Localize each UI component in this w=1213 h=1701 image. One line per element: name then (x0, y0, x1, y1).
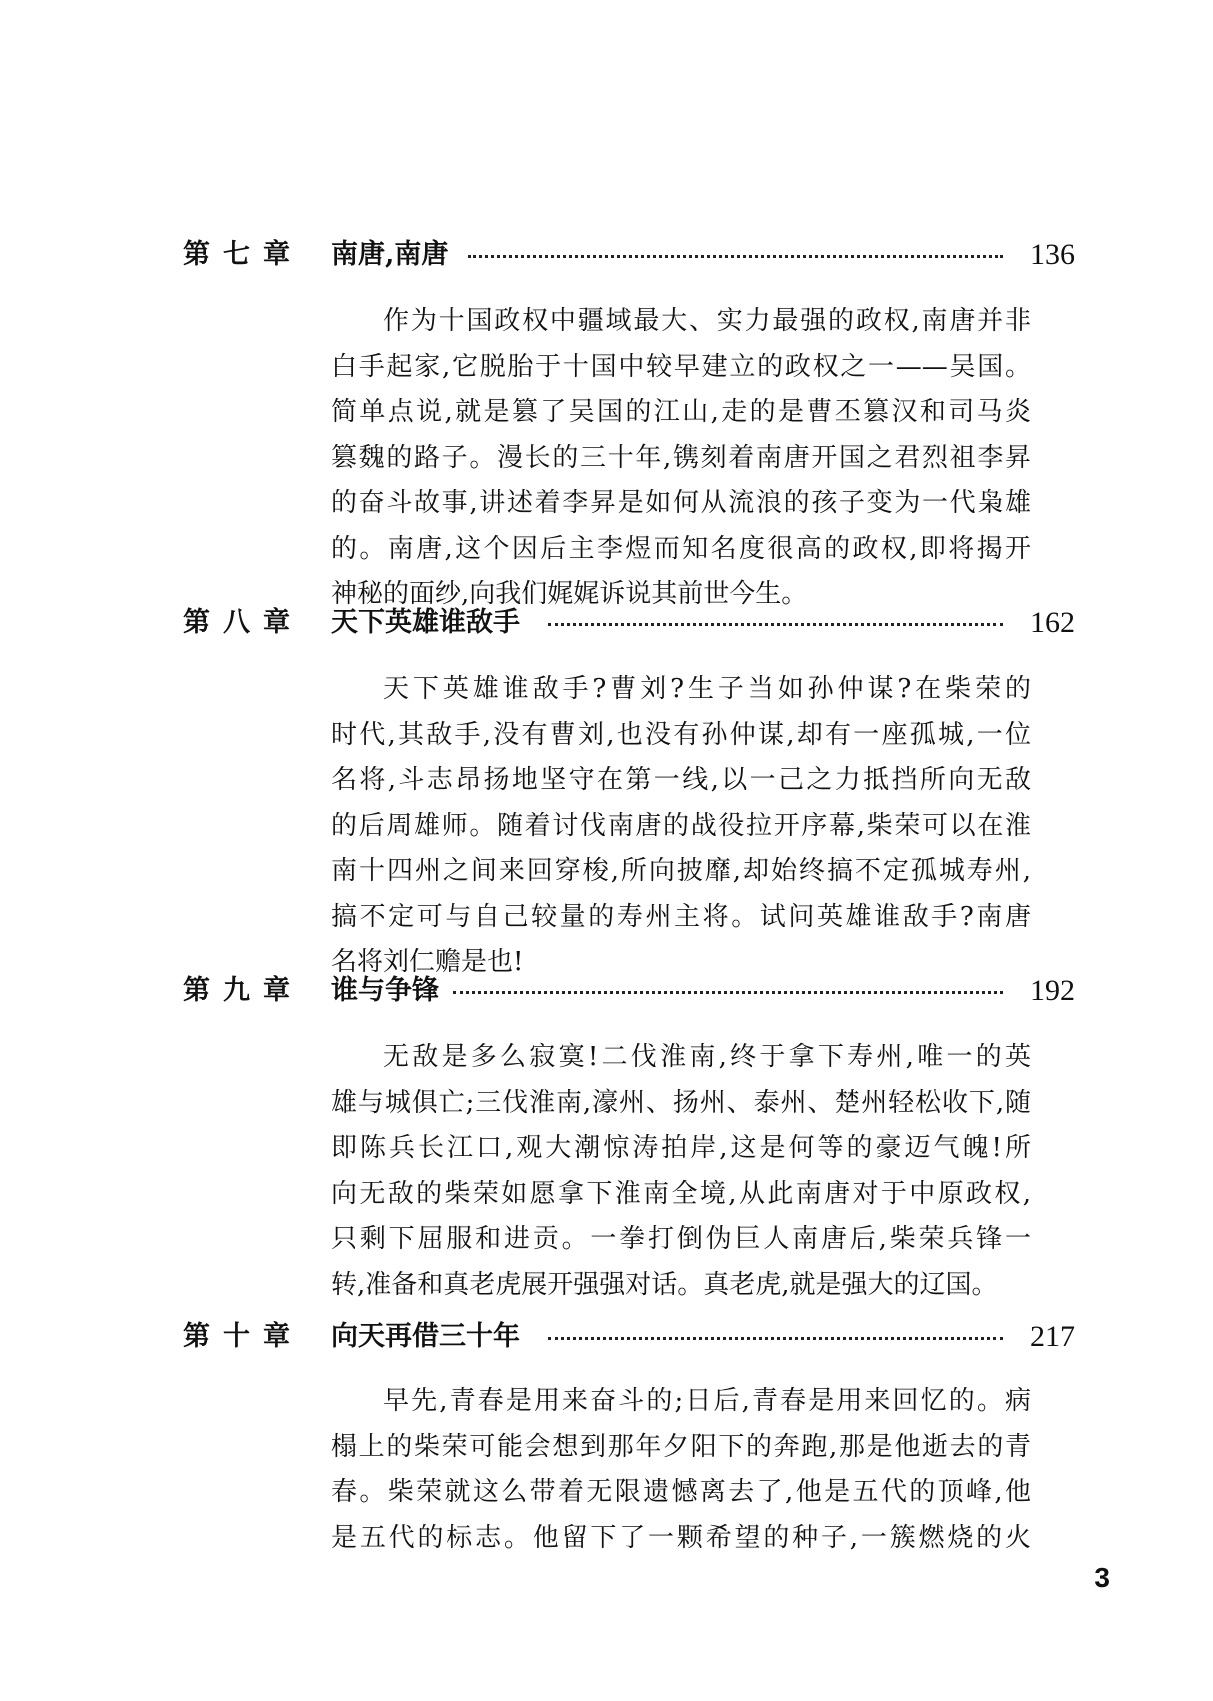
chapter-label: 第八章 (183, 607, 303, 638)
summary-line: 的后周雄师。随着讨伐南唐的战役拉开序幕,柴荣可以在淮 (331, 810, 1031, 841)
summary-line: 时代,其敌手,没有曹刘,也没有孙仲谋,却有一座孤城,一位 (331, 719, 1031, 750)
dot-leader (468, 255, 1003, 258)
chapter-title: 向天再借三十年 (331, 1321, 520, 1352)
chapter-heading[interactable] (183, 600, 1075, 646)
chapter-heading[interactable] (183, 968, 1075, 1014)
summary-line: 白手起家,它脱胎于十国中较早建立的政权之一——吴国。 (331, 351, 1031, 382)
summary-line: 早先,青春是用来奋斗的;日后,青春是用来回忆的。病 (383, 1386, 1031, 1416)
chapter-title: 谁与争锋 (331, 975, 439, 1006)
dot-leader (548, 1337, 1003, 1340)
chapter-page-number: 192 (1030, 974, 1075, 1007)
summary-line: 南十四州之间来回穿梭,所向披靡,却始终搞不定孤城寿州, (331, 856, 1031, 886)
summary-line: 春。柴荣就这么带着无限遗憾离去了,他是五代的顶峰,他 (331, 1477, 1031, 1507)
summary-line: 的奋斗故事,讲述着李昇是如何从流浪的孩子变为一代枭雄 (331, 488, 1031, 518)
chapter-heading[interactable] (183, 1314, 1075, 1360)
chapter-summary (331, 667, 1031, 986)
summary-line: 神秘的面纱,向我们娓娓诉说其前世今生。 (331, 579, 808, 609)
summary-line: 搞不定可与自己较量的寿州主将。试问英雄谁敌手?南唐 (331, 901, 1031, 932)
chapter-summary (331, 299, 1031, 618)
summary-line: 向无敌的柴荣如愿拿下淮南全境,从此南唐对于中原政权, (331, 1178, 1031, 1209)
summary-line: 的。南唐,这个因后主李煜而知名度很高的政权,即将揭开 (331, 533, 1031, 564)
chapter-title: 天下英雄谁敌手 (331, 607, 520, 638)
chapter-page-number: 217 (1030, 1320, 1075, 1353)
chapter-heading[interactable] (183, 232, 1075, 278)
chapter-page-number: 136 (1030, 238, 1075, 271)
summary-line: 作为十国政权中疆域最大、实力最强的政权,南唐并非 (383, 306, 1031, 336)
page-number: 3 (1094, 1562, 1110, 1593)
summary-line: 名将刘仁赡是也! (331, 947, 524, 977)
chapter-label: 第七章 (183, 239, 303, 270)
chapter-summary (331, 1379, 1031, 1561)
summary-line: 转,准备和真老虎展开强强对话。真老虎,就是强大的辽国。 (331, 1269, 998, 1300)
summary-line: 雄与城俱亡;三伐淮南,濠州、扬州、泰州、楚州轻松收下,随 (331, 1087, 1031, 1118)
summary-line: 篡魏的路子。漫长的三十年,镌刻着南唐开国之君烈祖李昇 (331, 442, 1031, 473)
summary-line: 榻上的柴荣可能会想到那年夕阳下的奔跑,那是他逝去的青 (331, 1431, 1031, 1462)
dot-leader (453, 991, 1003, 994)
summary-line: 即陈兵长江口,观大潮惊涛拍岸,这是何等的豪迈气魄!所 (331, 1133, 1031, 1163)
summary-line: 无敌是多么寂寞!二伐淮南,终于拿下寿州,唯一的英 (383, 1042, 1031, 1072)
chapter-summary (331, 1035, 1031, 1308)
summary-line: 简单点说,就是篡了吴国的江山,走的是曹丕篡汉和司马炎 (331, 397, 1031, 427)
summary-line: 天下英雄谁敌手?曹刘?生子当如孙仲谋?在柴荣的 (383, 674, 1031, 704)
summary-line: 只剩下屈服和进贡。一拳打倒伪巨人南唐后,柴荣兵锋一 (331, 1224, 1031, 1254)
chapter-page-number: 162 (1030, 606, 1075, 639)
summary-line: 是五代的标志。他留下了一颗希望的种子,一簇燃烧的火 (331, 1522, 1031, 1553)
chapter-label: 第十章 (183, 1321, 303, 1352)
dot-leader (548, 623, 1003, 626)
chapter-label: 第九章 (183, 975, 303, 1006)
summary-line: 名将,斗志昂扬地坚守在第一线,以一己之力抵挡所向无敌 (331, 765, 1031, 795)
chapter-title: 南唐,南唐 (331, 239, 449, 270)
